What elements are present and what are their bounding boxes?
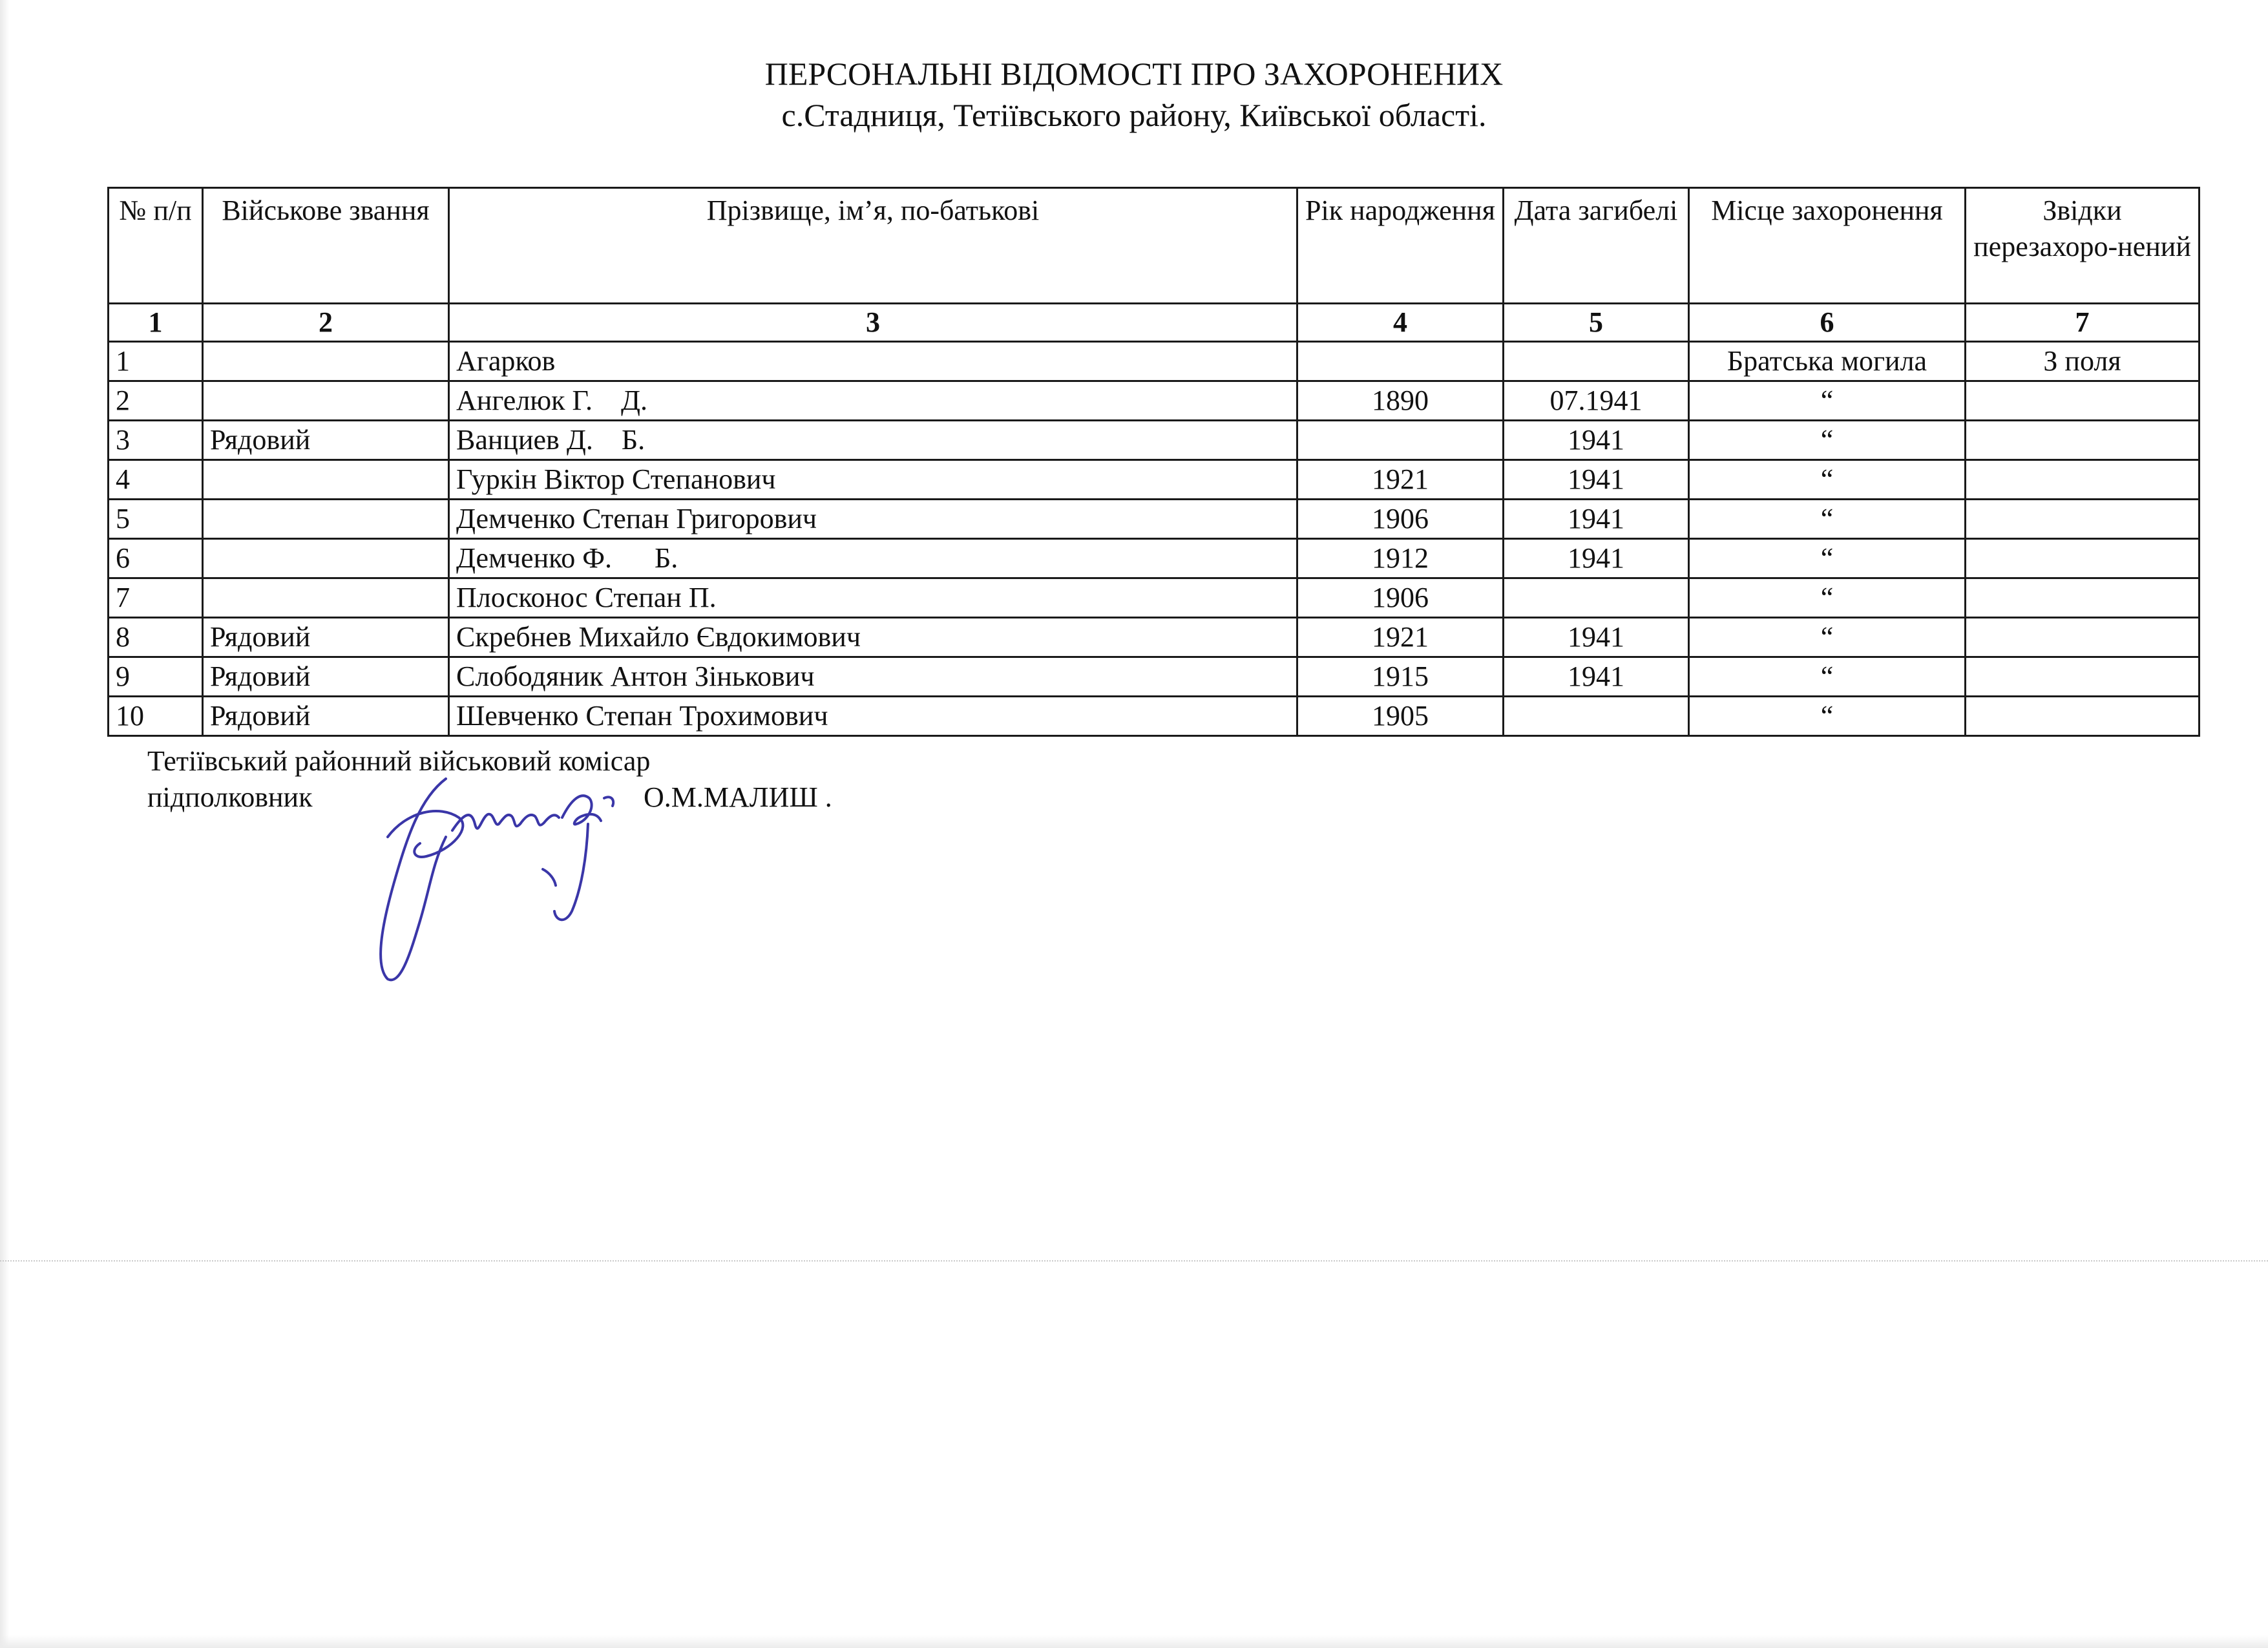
table-body [109,342,2200,736]
row-number: 2 [109,381,203,421]
row-number: 3 [109,421,203,460]
paper-fold-line [0,1260,2268,1262]
row-rank [203,500,449,539]
row-rank [203,539,449,578]
row-number: 4 [109,460,203,500]
table-row [109,697,2200,736]
document-title: ПЕРСОНАЛЬНІ ВІДОМОСТІ ПРО ЗАХОРОНЕНИХ [764,56,1504,92]
row-rank [203,381,449,421]
row-birth-year: 1921 [1297,618,1504,657]
row-burial-place: “ [1689,618,1966,657]
header-death-date: Дата загибелі [1504,188,1689,304]
column-number: 7 [1966,304,2200,342]
row-number: 6 [109,539,203,578]
row-rank: Рядовий [203,618,449,657]
row-death-date: 1941 [1504,500,1689,539]
row-burial-place: “ [1689,539,1966,578]
row-death-date [1504,578,1689,618]
row-death-date: 1941 [1504,657,1689,697]
column-number: 2 [203,304,449,342]
row-burial-place: “ [1689,657,1966,697]
row-reburied-from [1966,539,2200,578]
row-burial-place: “ [1689,460,1966,500]
table-row [109,657,2200,697]
row-birth-year [1297,342,1504,381]
row-birth-year: 1912 [1297,539,1504,578]
row-full-name: Шевченко Степан Трохимович [449,697,1297,736]
row-number: 9 [109,657,203,697]
row-full-name: Агарков [449,342,1297,381]
table-header-row [109,188,2200,304]
row-reburied-from [1966,381,2200,421]
row-death-date [1504,697,1689,736]
header-reburied-from: Звідки перезахоро-нений [1966,188,2200,304]
row-death-date: 1941 [1504,539,1689,578]
row-number: 5 [109,500,203,539]
document-subtitle: с.Стадниця, Тетіївського району, Київської області. [781,97,1487,133]
row-reburied-from [1966,578,2200,618]
header-full-name: Прізвище, ім’я, по-батькові [449,188,1297,304]
table-row [109,618,2200,657]
row-birth-year: 1890 [1297,381,1504,421]
row-death-date: 07.1941 [1504,381,1689,421]
row-full-name: Ангелюк Г. Д. [449,381,1297,421]
row-burial-place: “ [1689,500,1966,539]
table-row [109,578,2200,618]
column-number: 6 [1689,304,1966,342]
header-burial-place: Місце захоронення [1689,188,1966,304]
row-reburied-from [1966,421,2200,460]
row-number: 8 [109,618,203,657]
column-number: 5 [1504,304,1689,342]
row-birth-year: 1905 [1297,697,1504,736]
column-number-row [109,304,2200,342]
header-number: № п/п [109,188,203,304]
row-rank [203,342,449,381]
row-number: 1 [109,342,203,381]
row-full-name: Демченко Степан Григорович [449,500,1297,539]
row-reburied-from [1966,500,2200,539]
table-row [109,342,2200,381]
row-number: 10 [109,697,203,736]
column-number: 1 [109,304,203,342]
row-birth-year: 1906 [1297,578,1504,618]
table-row [109,460,2200,500]
row-death-date: 1941 [1504,421,1689,460]
row-full-name: Плосконос Степан П. [449,578,1297,618]
row-full-name: Ванциев Д. Б. [449,421,1297,460]
row-rank [203,460,449,500]
row-reburied-from: З поля [1966,342,2200,381]
row-reburied-from [1966,697,2200,736]
row-reburied-from [1966,460,2200,500]
row-full-name: Гуркін Віктор Степанович [449,460,1297,500]
row-death-date [1504,342,1689,381]
signatory-position: Тетіївський районний військовий комісар [147,745,651,777]
table-row [109,539,2200,578]
scan-edge-bottom [0,1635,2268,1648]
table-row [109,500,2200,539]
row-rank: Рядовий [203,697,449,736]
row-burial-place: Братська могила [1689,342,1966,381]
row-birth-year: 1915 [1297,657,1504,697]
signatory-name: О.М.МАЛИШ . [644,781,832,813]
row-reburied-from [1966,657,2200,697]
table-row [109,421,2200,460]
signatory-rank: підполковник [147,781,313,813]
row-burial-place: “ [1689,578,1966,618]
document-header [0,53,2268,136]
scan-edge-left [0,0,9,1648]
row-burial-place: “ [1689,697,1966,736]
row-full-name: Слободяник Антон Зінькович [449,657,1297,697]
row-birth-year: 1906 [1297,500,1504,539]
row-full-name: Демченко Ф. Б. [449,539,1297,578]
row-reburied-from [1966,618,2200,657]
row-death-date: 1941 [1504,618,1689,657]
column-number: 4 [1297,304,1504,342]
row-death-date: 1941 [1504,460,1689,500]
row-rank [203,578,449,618]
row-birth-year: 1921 [1297,460,1504,500]
row-burial-place: “ [1689,381,1966,421]
row-birth-year [1297,421,1504,460]
burials-table [107,187,2200,737]
table-row [109,381,2200,421]
row-rank: Рядовий [203,657,449,697]
handwritten-signature [349,759,646,992]
row-burial-place: “ [1689,421,1966,460]
row-number: 7 [109,578,203,618]
header-military-rank: Військове звання [203,188,449,304]
row-rank: Рядовий [203,421,449,460]
header-birth-year: Рік народження [1297,188,1504,304]
column-number: 3 [449,304,1297,342]
row-full-name: Скребнев Михайло Євдокимович [449,618,1297,657]
